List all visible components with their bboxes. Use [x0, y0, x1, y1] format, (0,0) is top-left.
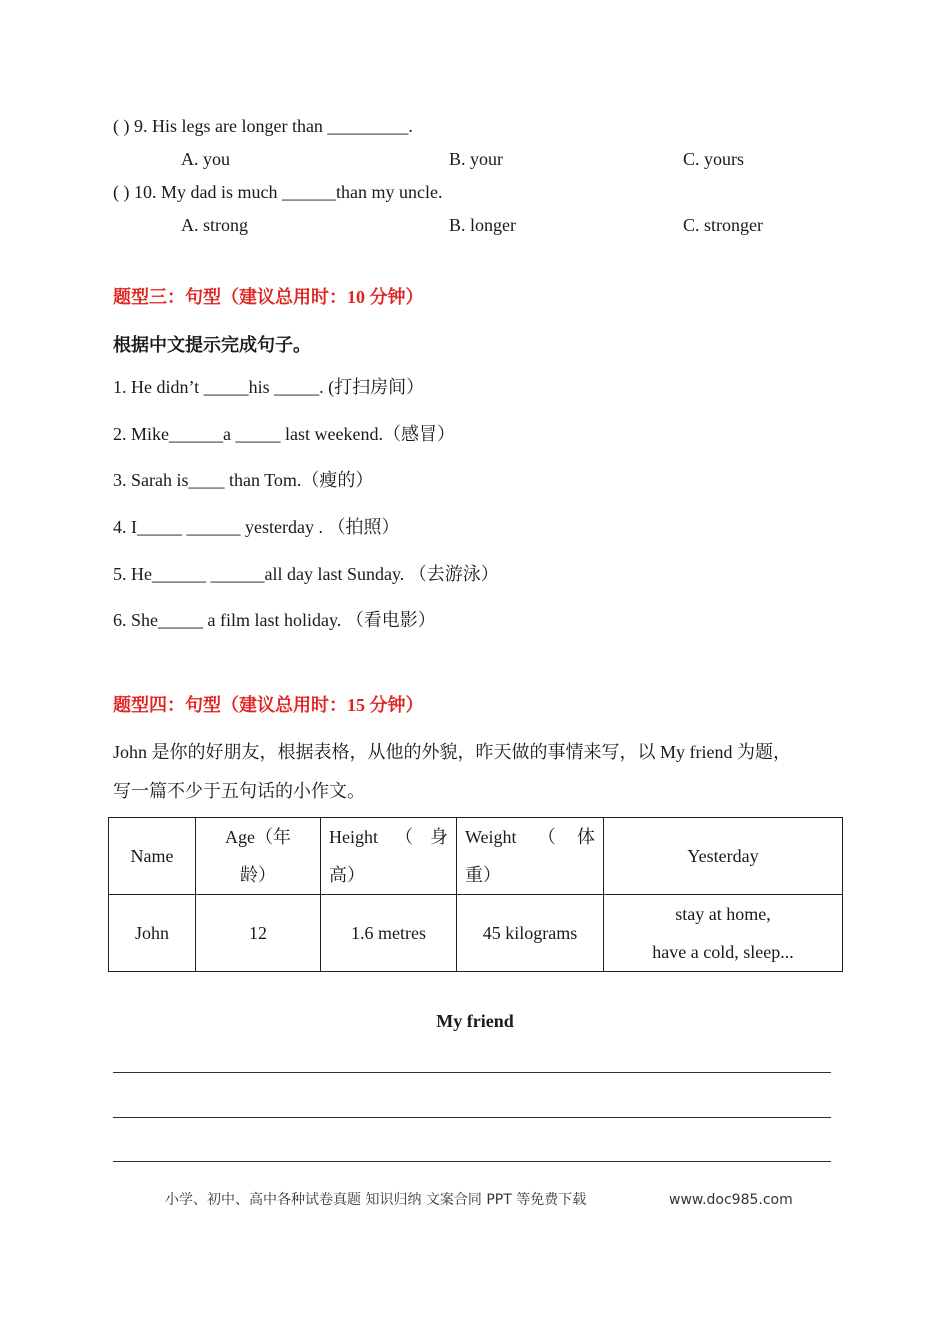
question-10-stem: ( ) 10. My dad is much ______than my uncle. [113, 182, 443, 202]
cell-yesterday [604, 895, 843, 972]
header-weight-line2: 重） [465, 865, 501, 885]
sentence-item-2: 2. Mike______a _____ last weekend.（感冒） [113, 424, 455, 444]
footer-url[interactable]: www.doc985.com [669, 1192, 793, 1208]
question-10-option-c: C. stronger [683, 215, 763, 235]
section-3-heading: 题型三：句型（建议总用时：10 分钟） [113, 287, 424, 307]
question-9-option-c: C. yours [683, 149, 745, 169]
question-10-option-b: B. longer [449, 215, 516, 235]
john-info-table [108, 817, 843, 972]
question-10-option-a: A. strong [181, 215, 248, 235]
sentence-item-6: 6. She_____ a film last holiday. （看电影） [113, 610, 436, 630]
header-height-char: 身 [430, 827, 448, 847]
footer-text: 小学、初中、高中各种试卷真题 知识归纳 文案合同 PPT 等免费下载 [165, 1192, 587, 1208]
writing-line-1[interactable] [113, 1072, 831, 1073]
header-weight-word: Weight [465, 827, 517, 847]
header-weight [457, 818, 604, 895]
header-age-line1: Age（年 [225, 827, 291, 847]
question-9-option-b: B. your [449, 149, 503, 169]
header-height-paren: （ [395, 827, 413, 847]
writing-line-3[interactable] [113, 1161, 831, 1162]
section-4-prompt-line-1: John 是你的好朋友，根据表格，从他的外貌，昨天做的事情来写，以 My friend 为题， [113, 742, 791, 762]
writing-line-2[interactable] [113, 1117, 831, 1118]
header-height [321, 818, 457, 895]
header-weight-char: 体 [576, 827, 595, 847]
cell-yesterday-line2: have a cold, sleep... [652, 942, 794, 962]
essay-title: My friend [436, 1011, 514, 1031]
cell-weight: 45 kilograms [457, 895, 604, 972]
cell-yesterday-line1: stay at home, [675, 904, 771, 924]
header-age-line2: 龄） [240, 865, 276, 885]
table-row [109, 895, 843, 972]
header-yesterday: Yesterday [604, 818, 843, 895]
section-4-prompt-line-2: 写一篇不少于五句话的小作文。 [113, 781, 365, 801]
question-9-option-a: A. you [181, 149, 230, 169]
sentence-item-4: 4. I_____ ______ yesterday . （拍照） [113, 517, 400, 537]
section-3-instruction: 根据中文提示完成句子。 [113, 335, 311, 355]
question-9-stem: ( ) 9. His legs are longer than _________. [113, 116, 413, 136]
cell-name: John [109, 895, 196, 972]
header-height-line2: 高） [329, 865, 365, 885]
header-name: Name [109, 818, 196, 895]
header-age [196, 818, 321, 895]
header-height-word: Height [329, 827, 378, 847]
sentence-item-3: 3. Sarah is____ than Tom.（瘦的） [113, 470, 374, 490]
table-header-row [109, 818, 843, 895]
sentence-item-5: 5. He______ ______all day last Sunday. （去游泳） [113, 564, 499, 584]
cell-age: 12 [196, 895, 321, 972]
sentence-item-1: 1. He didn’t _____his _____. (打扫房间） [113, 377, 425, 397]
section-4-heading: 题型四：句型（建议总用时：15 分钟） [113, 695, 424, 715]
cell-height: 1.6 metres [321, 895, 457, 972]
header-weight-paren: （ [537, 827, 556, 847]
